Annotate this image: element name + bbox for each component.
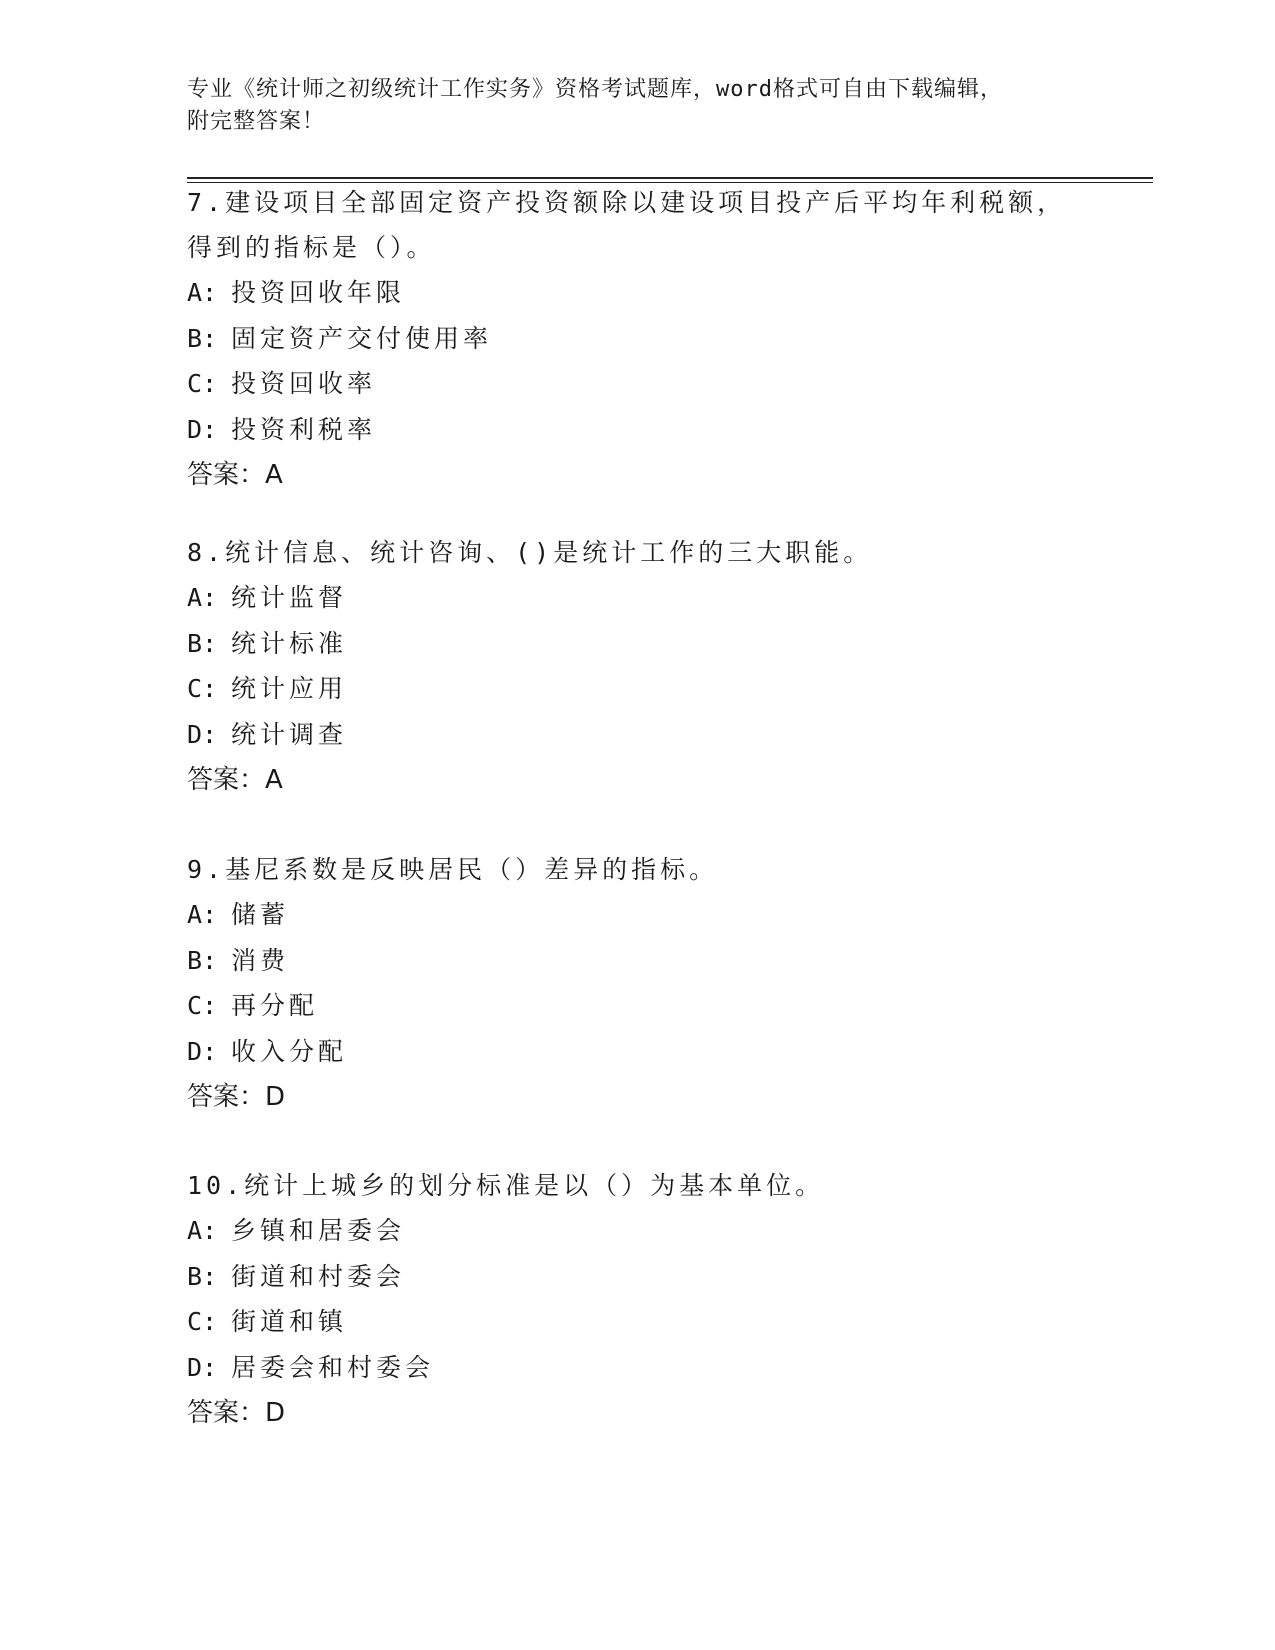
option-text: 收入分配 [231,1036,348,1066]
header-divider-thick [187,177,1153,179]
option-letter: D: [187,719,218,749]
option-letter: A: [187,1216,218,1245]
option-a [187,892,1087,938]
option-d [187,712,1087,758]
option-c [187,361,1087,407]
question-stem: 10.统计上城乡的划分标准是以（）为基本单位。 [187,1171,825,1200]
option-letter: D: [187,414,218,444]
option-text: 固定资产交付使用率 [231,323,493,353]
answer-line: 答案：A [187,765,283,795]
option-text: 乡镇和居委会 [231,1216,406,1245]
option-letter: C: [187,991,218,1020]
option-letter: C: [187,369,218,398]
option-letter: C: [187,1307,218,1336]
option-c [187,983,1087,1029]
option-text: 投资利税率 [231,414,377,444]
question-7 [187,180,1087,498]
option-b [187,316,1087,362]
option-letter: D: [187,1036,218,1066]
option-text: 再分配 [231,991,319,1020]
option-d [187,1029,1087,1075]
option-letter: A: [187,900,218,929]
question-stem: 9.基尼系数是反映居民（）差异的指标。 [187,855,719,884]
option-letter: A: [187,278,218,307]
option-a [187,1208,1087,1254]
option-letter: B: [187,945,218,975]
option-letter: D: [187,1352,218,1382]
option-text: 统计标准 [231,628,348,658]
option-text: 储蓄 [231,900,290,929]
option-letter: C: [187,674,218,703]
document-header [187,74,1147,138]
answer-line: 答案：A [187,460,283,490]
option-b [187,621,1087,667]
option-letter: A: [187,583,218,612]
header-line-1: 专业《统计师之初级统计工作实务》资格考试题库，word格式可自由下载编辑， [187,77,1003,102]
option-text: 居委会和村委会 [231,1352,435,1382]
option-letter: B: [187,323,218,353]
option-c [187,1299,1087,1345]
option-a [187,575,1087,621]
option-a [187,270,1087,316]
option-text: 投资回收年限 [231,278,406,307]
option-text: 街道和镇 [231,1307,348,1336]
answer-line: 答案：D [187,1398,286,1428]
option-letter: B: [187,628,218,658]
question-stem-continued: 得到的指标是（）。 [187,233,436,262]
question-stem: 8.统计信息、统计咨询、()是统计工作的三大职能。 [187,538,873,567]
option-text: 消费 [231,945,290,975]
option-c [187,666,1087,712]
option-text: 统计调查 [231,719,348,749]
option-text: 街道和村委会 [231,1261,406,1291]
option-text: 统计应用 [231,674,348,703]
option-b [187,1254,1087,1300]
option-d [187,1345,1087,1391]
option-text: 统计监督 [231,583,348,612]
question-stem: 7.建设项目全部固定资产投资额除以建设项目投产后平均年利税额， [187,188,1067,217]
question-9 [187,847,1087,1120]
answer-line: 答案：D [187,1082,286,1112]
option-text: 投资回收率 [231,369,377,398]
option-letter: B: [187,1261,218,1291]
option-b [187,938,1087,984]
header-line-2: 附完整答案！ [187,109,326,134]
question-8 [187,530,1087,803]
option-d [187,407,1087,453]
question-10 [187,1163,1087,1436]
